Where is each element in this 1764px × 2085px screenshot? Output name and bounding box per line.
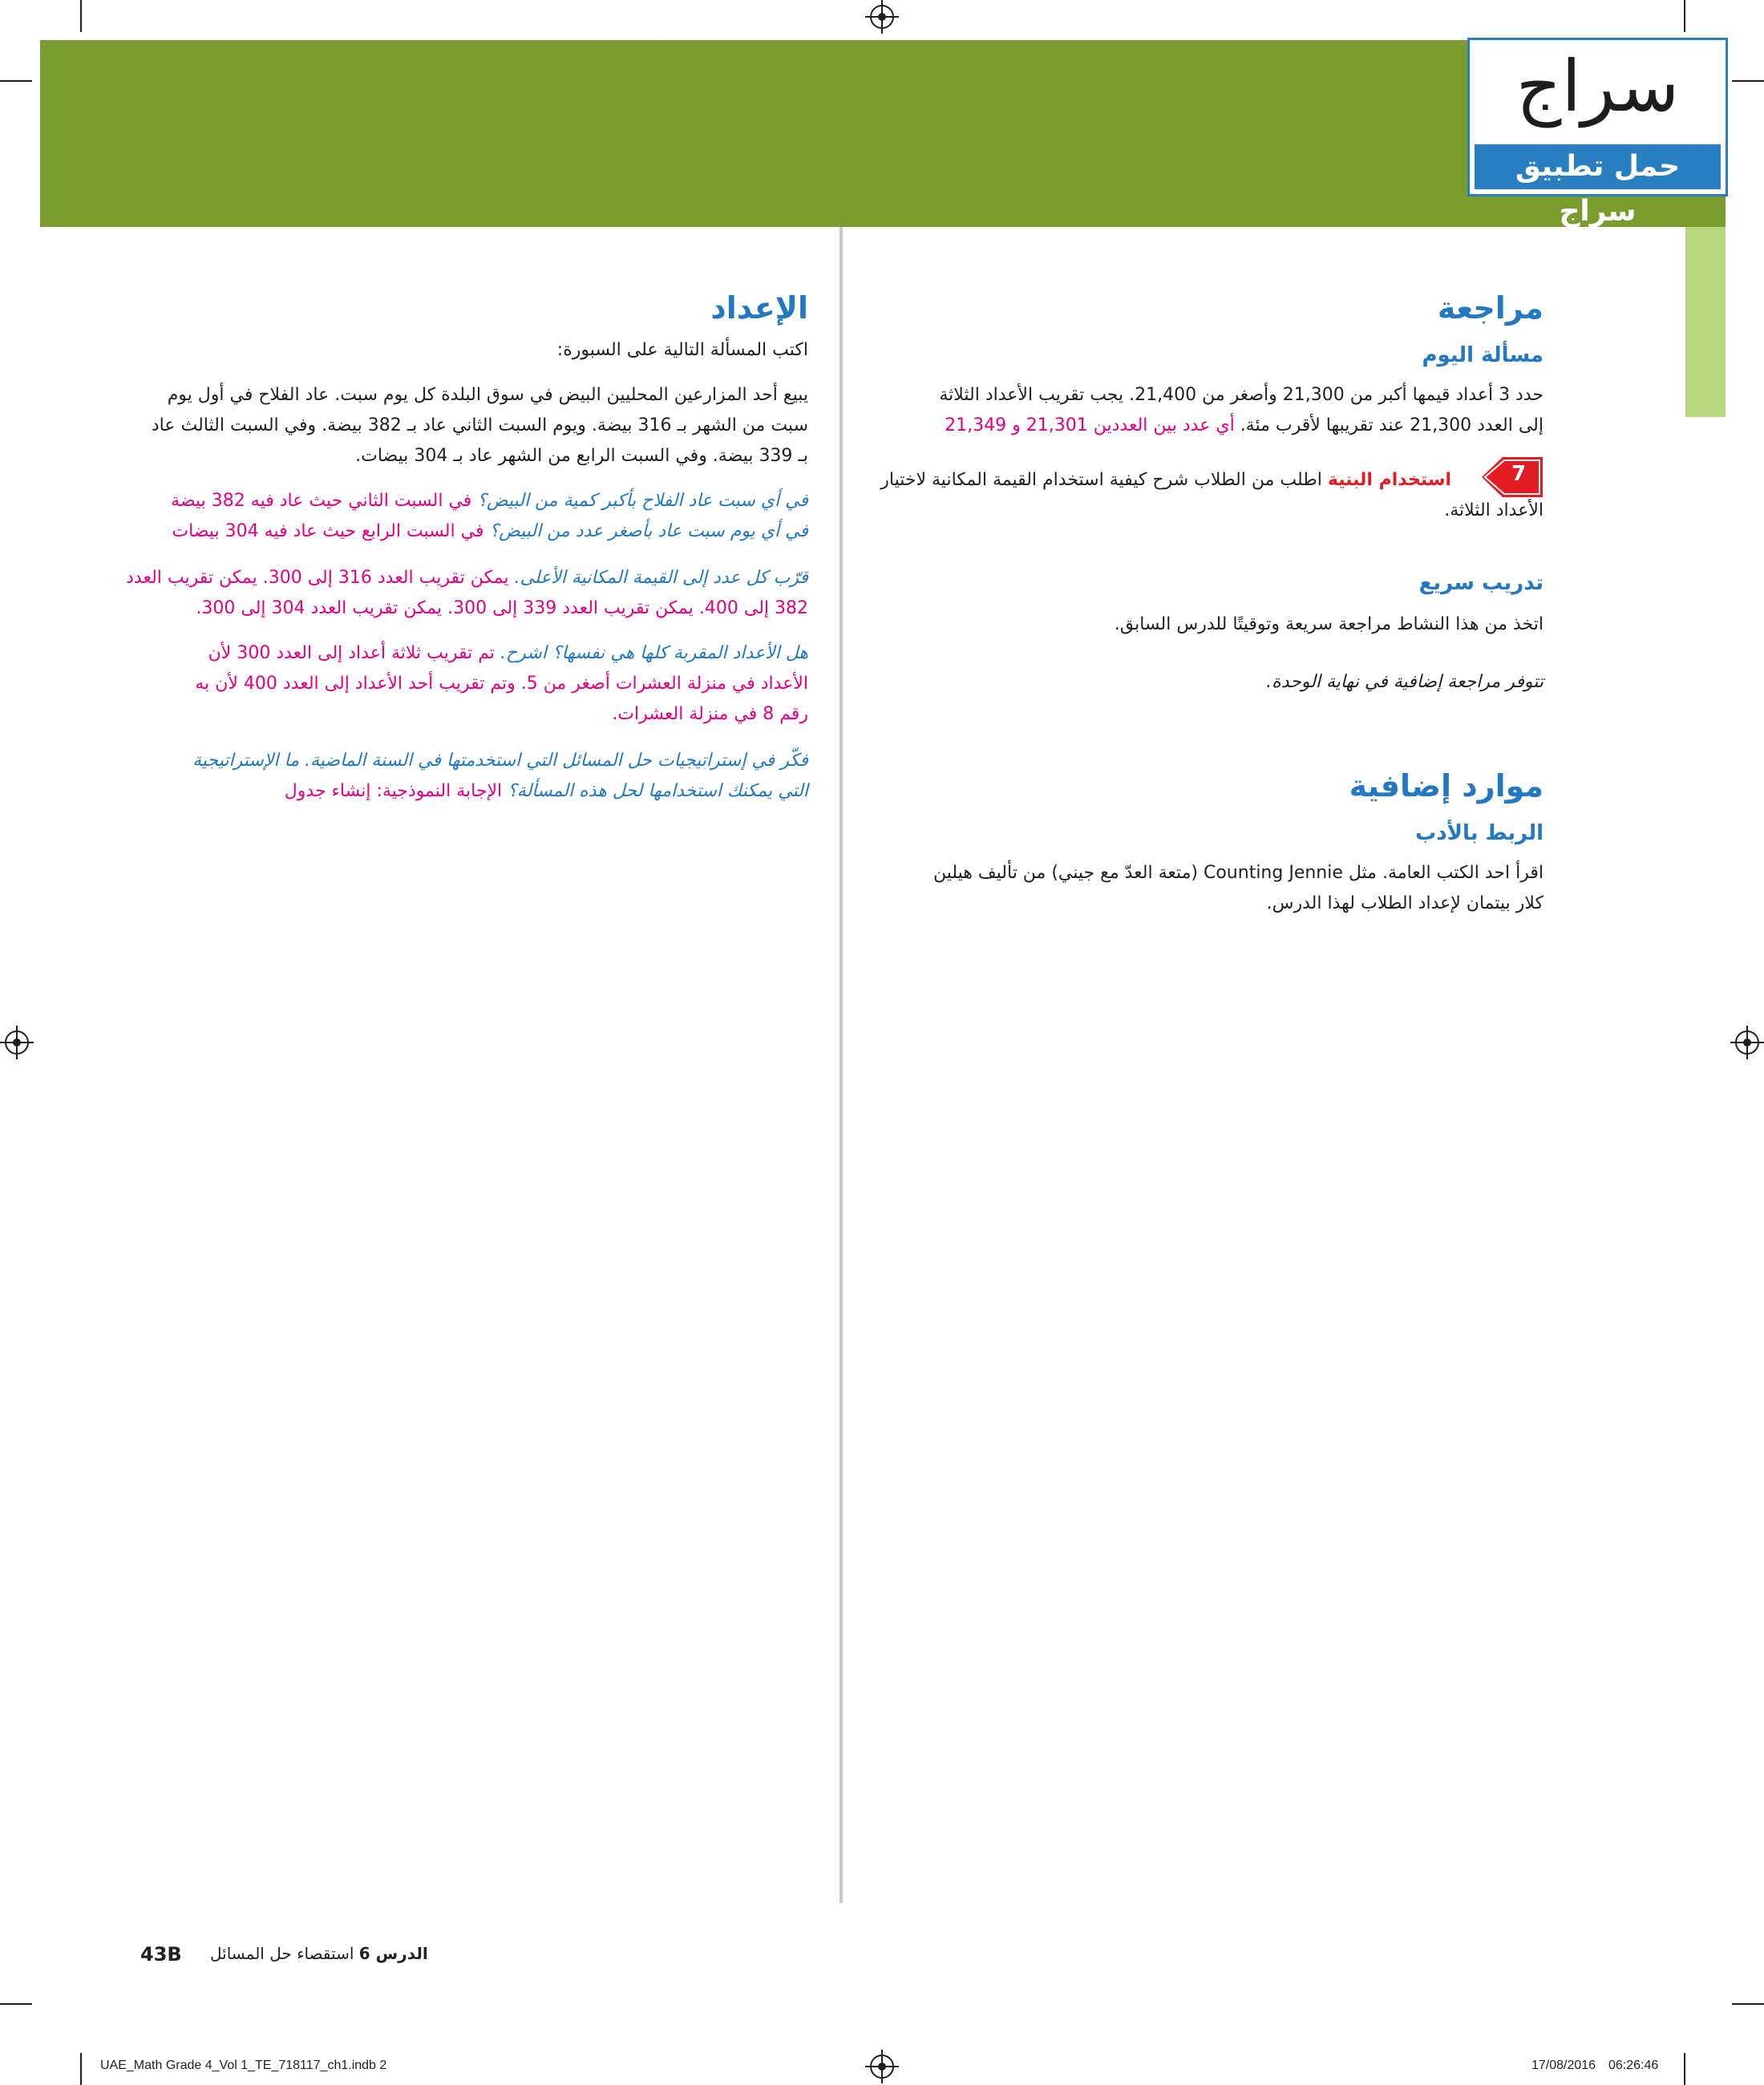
- crop-mark-top-right-v: [1684, 0, 1685, 32]
- extra-resources-heading: موارد إضافية: [1349, 768, 1544, 804]
- reflect-line2: [285, 776, 808, 807]
- slug-time: 06:26:46: [1608, 2059, 1659, 2072]
- crop-mark-bottom-right-v: [1684, 2053, 1685, 2085]
- quick-practice-text: اتخذ من هذا النشاط مراجعة سريعة وتوقيتًا للدرس السابق.: [1114, 614, 1544, 634]
- question-4-answer-a: تم تقريب ثلاثة أعداد إلى العدد 300 لأن: [208, 643, 495, 663]
- lesson-label: الدرس 6: [358, 1944, 428, 1963]
- siraj-logo: [1467, 38, 1728, 228]
- practice-badge: [1482, 457, 1543, 497]
- question-3-answer-a: يمكن تقريب العدد 316 إلى 300. يمكن تقريب العدد: [126, 568, 509, 588]
- question-4-line1: [208, 638, 808, 669]
- badge-text-line2: الأعداد الثلاثة.: [1444, 500, 1544, 520]
- story-line3: بـ 339 بيضة. وفي السبت الرابع من الشهر عاد بـ 304 بيضات.: [355, 446, 808, 466]
- quick-practice-note: تتوفر مراجعة إضافية في نهاية الوحدة.: [1266, 672, 1544, 692]
- crop-mark-top-left-h: [0, 80, 32, 82]
- literature-connection-heading: الربط بالأدب: [1415, 821, 1544, 845]
- question-1: [171, 486, 808, 516]
- question-4-answer-b: الأعداد في منزلة العشرات أصغر من 5. وتم تقريب أحد الأعداد إلى العدد 400 لأن به: [195, 674, 808, 694]
- problem-text-line2: [945, 411, 1544, 441]
- badge-text: اطلب من الطلاب شرح كيفية استخدام القيمة المكانية لاختيار: [880, 470, 1322, 490]
- question-2: [172, 516, 808, 547]
- question-3-line1: [126, 563, 808, 593]
- question-1-prompt: في أي سبت عاد الفلاح بأكبر كمية من البيض؟: [477, 491, 808, 511]
- quick-practice-heading: تدريب سريع: [1418, 571, 1544, 595]
- page-number: 43B: [140, 1943, 182, 1966]
- footer-lesson: [210, 1944, 428, 1963]
- question-2-prompt: في أي يوم سبت عاد بأصغر عدد من البيض؟: [489, 521, 808, 541]
- registration-mark-top: [870, 5, 894, 29]
- launch-intro: اكتب المسألة التالية على السبورة:: [556, 340, 808, 360]
- badge-text-line1: [880, 465, 1451, 496]
- reflect-prompt: التي يمكنك استخدامها لحل هذه المسألة؟: [508, 781, 808, 801]
- story-line2: سبت من الشهر بـ 316 بيضة. ويوم السبت الثاني عاد بـ 382 بيضة. وفي السبت الثالث عاد: [151, 415, 808, 435]
- problem-text-black: إلى العدد 21,300 عند تقريبها لأقرب مئة.: [1240, 415, 1544, 435]
- crop-mark-bottom-right-h: [1732, 2003, 1764, 2005]
- question-4-prompt: هل الأعداد المقربة كلها هي نفسها؟ اشرح.: [500, 643, 808, 663]
- crop-mark-top-right-h: [1732, 80, 1764, 82]
- crop-mark-bottom-left-h: [0, 2003, 32, 2005]
- registration-mark-left: [5, 1030, 29, 1055]
- crop-mark-top-left-v: [80, 0, 82, 32]
- question-3-answer-b: 382 إلى 400. يمكن تقريب العدد 339 إلى 300. يمكن تقريب العدد 304 إلى 300.: [196, 598, 808, 618]
- problem-answer: أي عدد بين العددين 21,301 و 21,349: [945, 415, 1235, 435]
- slug-date: 17/08/2016: [1531, 2059, 1596, 2072]
- side-tab: [1685, 227, 1726, 417]
- problem-text-line1: حدد 3 أعداد قيمها أكبر من 21,300 وأصغر من 21,400. يجب تقريب الأعداد الثلاثة: [939, 385, 1544, 405]
- registration-mark-bottom: [870, 2055, 894, 2079]
- story-line1: يبيع أحد المزارعين المحليين البيض في سوق البلدة كل يوم سبت. عاد الفلاح في أول يوم: [167, 385, 808, 405]
- review-heading: مراجعة: [1437, 290, 1544, 326]
- badge-label: استخدام البنية: [1327, 470, 1451, 490]
- literature-text-line1: اقرأ احد الكتب العامة. مثل Counting Jennie (متعة العدّ مع جيني) من تأليف هيلين: [933, 863, 1544, 883]
- problem-of-the-day-heading: مسألة اليوم: [1422, 343, 1544, 367]
- badge-number: 7: [1511, 462, 1527, 486]
- reflect-line1: فكّر في إستراتيجيات حل المسائل التي استخدمتها في السنة الماضية. ما الإستراتيجية: [192, 751, 808, 771]
- slug-file-name: UAE_Math Grade 4_Vol 1_TE_718117_ch1.indb 2: [100, 2059, 387, 2072]
- reflect-answer: الإجابة النموذجية: إنشاء جدول: [284, 781, 503, 801]
- logo-subtitle: حمل تطبيق سراج: [1475, 144, 1721, 189]
- question-4-answer-c: رقم 8 في منزلة العشرات.: [612, 704, 808, 724]
- literature-text-line2: كلار بيتمان لإعداد الطلاب لهذا الدرس.: [1266, 893, 1544, 913]
- launch-heading: الإعداد: [710, 290, 808, 326]
- crop-mark-bottom-left-v: [80, 2053, 82, 2085]
- column-divider: [840, 227, 843, 1903]
- question-3-prompt: قرّب كل عدد إلى القيمة المكانية الأعلى.: [514, 568, 808, 588]
- question-1-answer: في السبت الثاني حيث عاد فيه 382 بيضة: [171, 491, 472, 511]
- registration-mark-right: [1735, 1030, 1759, 1055]
- lesson-title: استقصاء حل المسائل: [210, 1944, 354, 1963]
- question-2-answer: في السبت الرابع حيث عاد فيه 304 بيضات: [172, 521, 484, 541]
- logo-title: سراج: [1515, 45, 1680, 128]
